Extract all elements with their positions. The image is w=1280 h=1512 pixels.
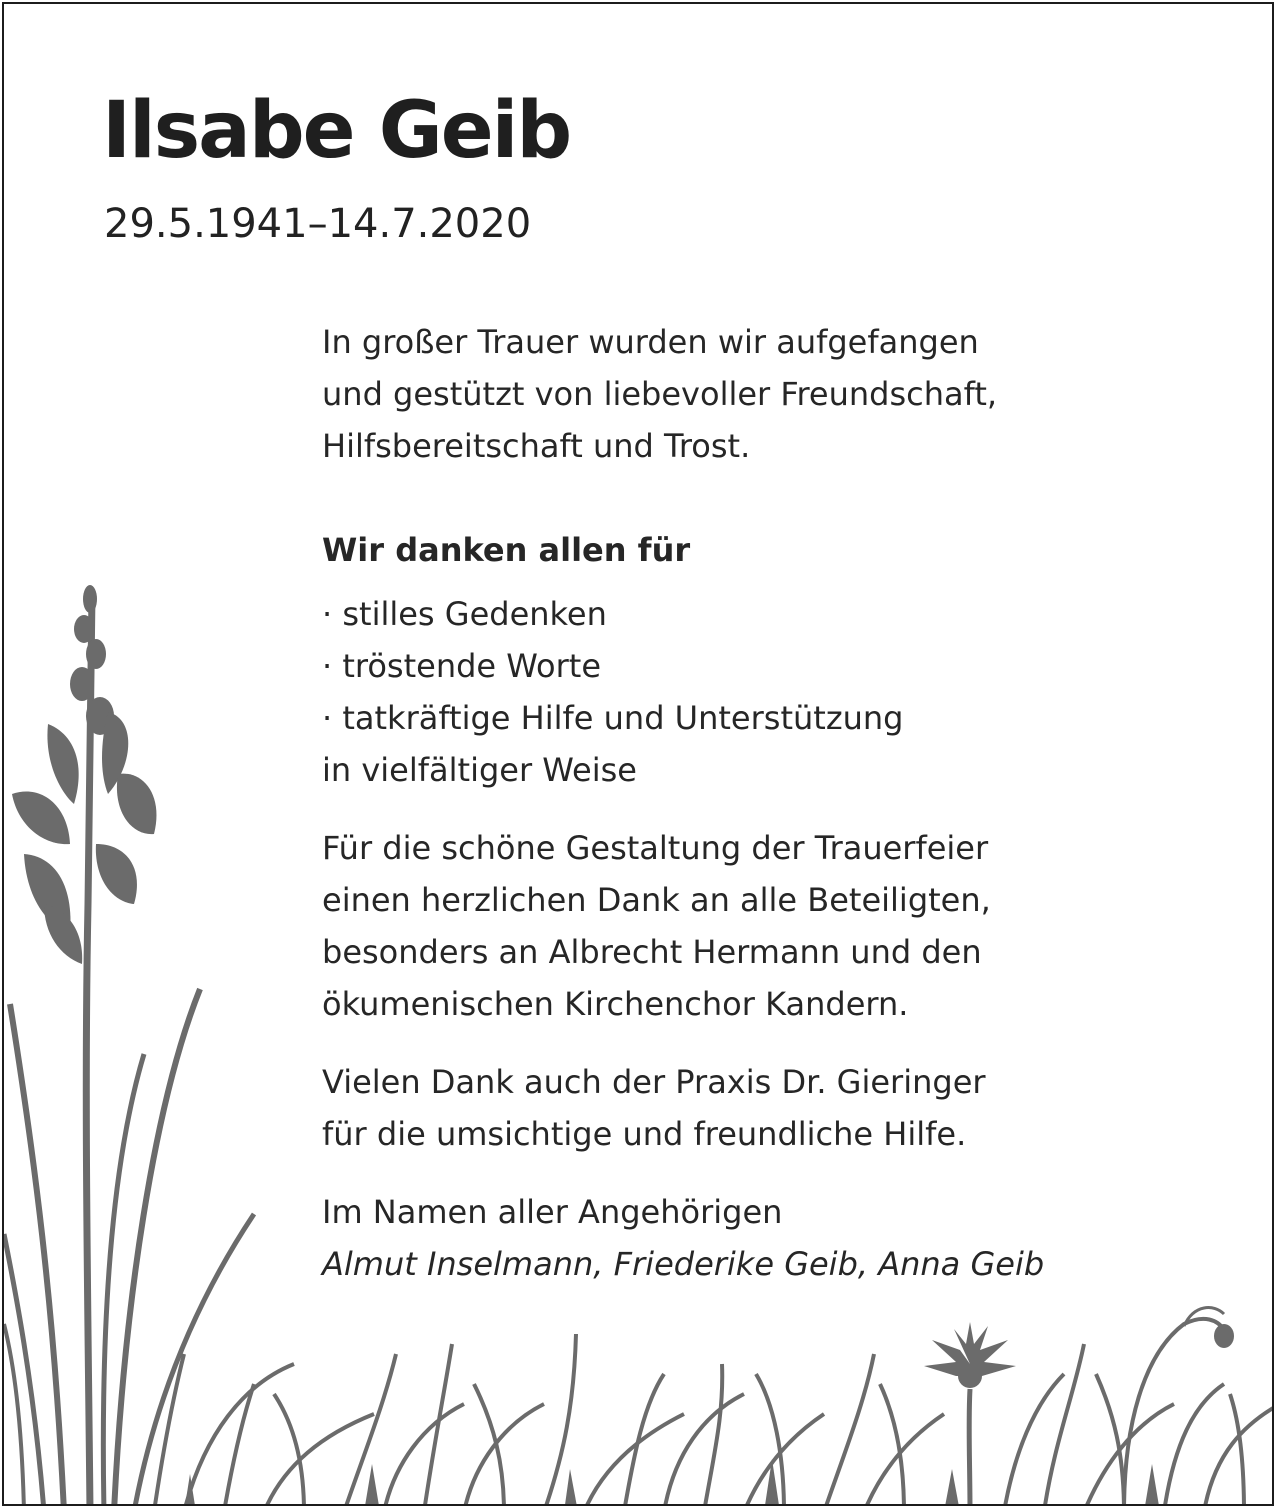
deceased-name: Ilsabe Geib (102, 86, 571, 176)
intro-paragraph: In großer Trauer wurden wir aufgefangen und gestützt von liebevoller Freundschaft, Hilfsbereitschaft und Trost. (322, 323, 998, 465)
thanks-list (322, 588, 1222, 796)
notice-body (322, 316, 1222, 1290)
signatories: Almut Inselmann, Friederike Geib, Anna Geib (322, 1245, 1045, 1283)
list-item: · tröstende Worte (322, 647, 602, 685)
life-dates: 29.5.1941–14.7.2020 (104, 201, 532, 247)
practice-paragraph: Vielen Dank auch der Praxis Dr. Gieringer für die umsichtige und freundliche Hilfe. (322, 1063, 986, 1153)
closing-line: Im Namen aller Angehörigen (322, 1193, 783, 1231)
obituary-notice (2, 2, 1274, 1506)
ceremony-paragraph: Für die schöne Gestaltung der Trauerfeier einen herzlichen Dank an alle Beteiligten, besonders an Albrecht Hermann und den ökumenischen Kirchenchor Kandern. (322, 829, 991, 1023)
list-item: · tatkräftige Hilfe und Unterstützung in vielfältiger Weise (322, 699, 904, 789)
thanks-heading: Wir danken allen für (322, 531, 691, 569)
list-item: · stilles Gedenken (322, 595, 607, 633)
